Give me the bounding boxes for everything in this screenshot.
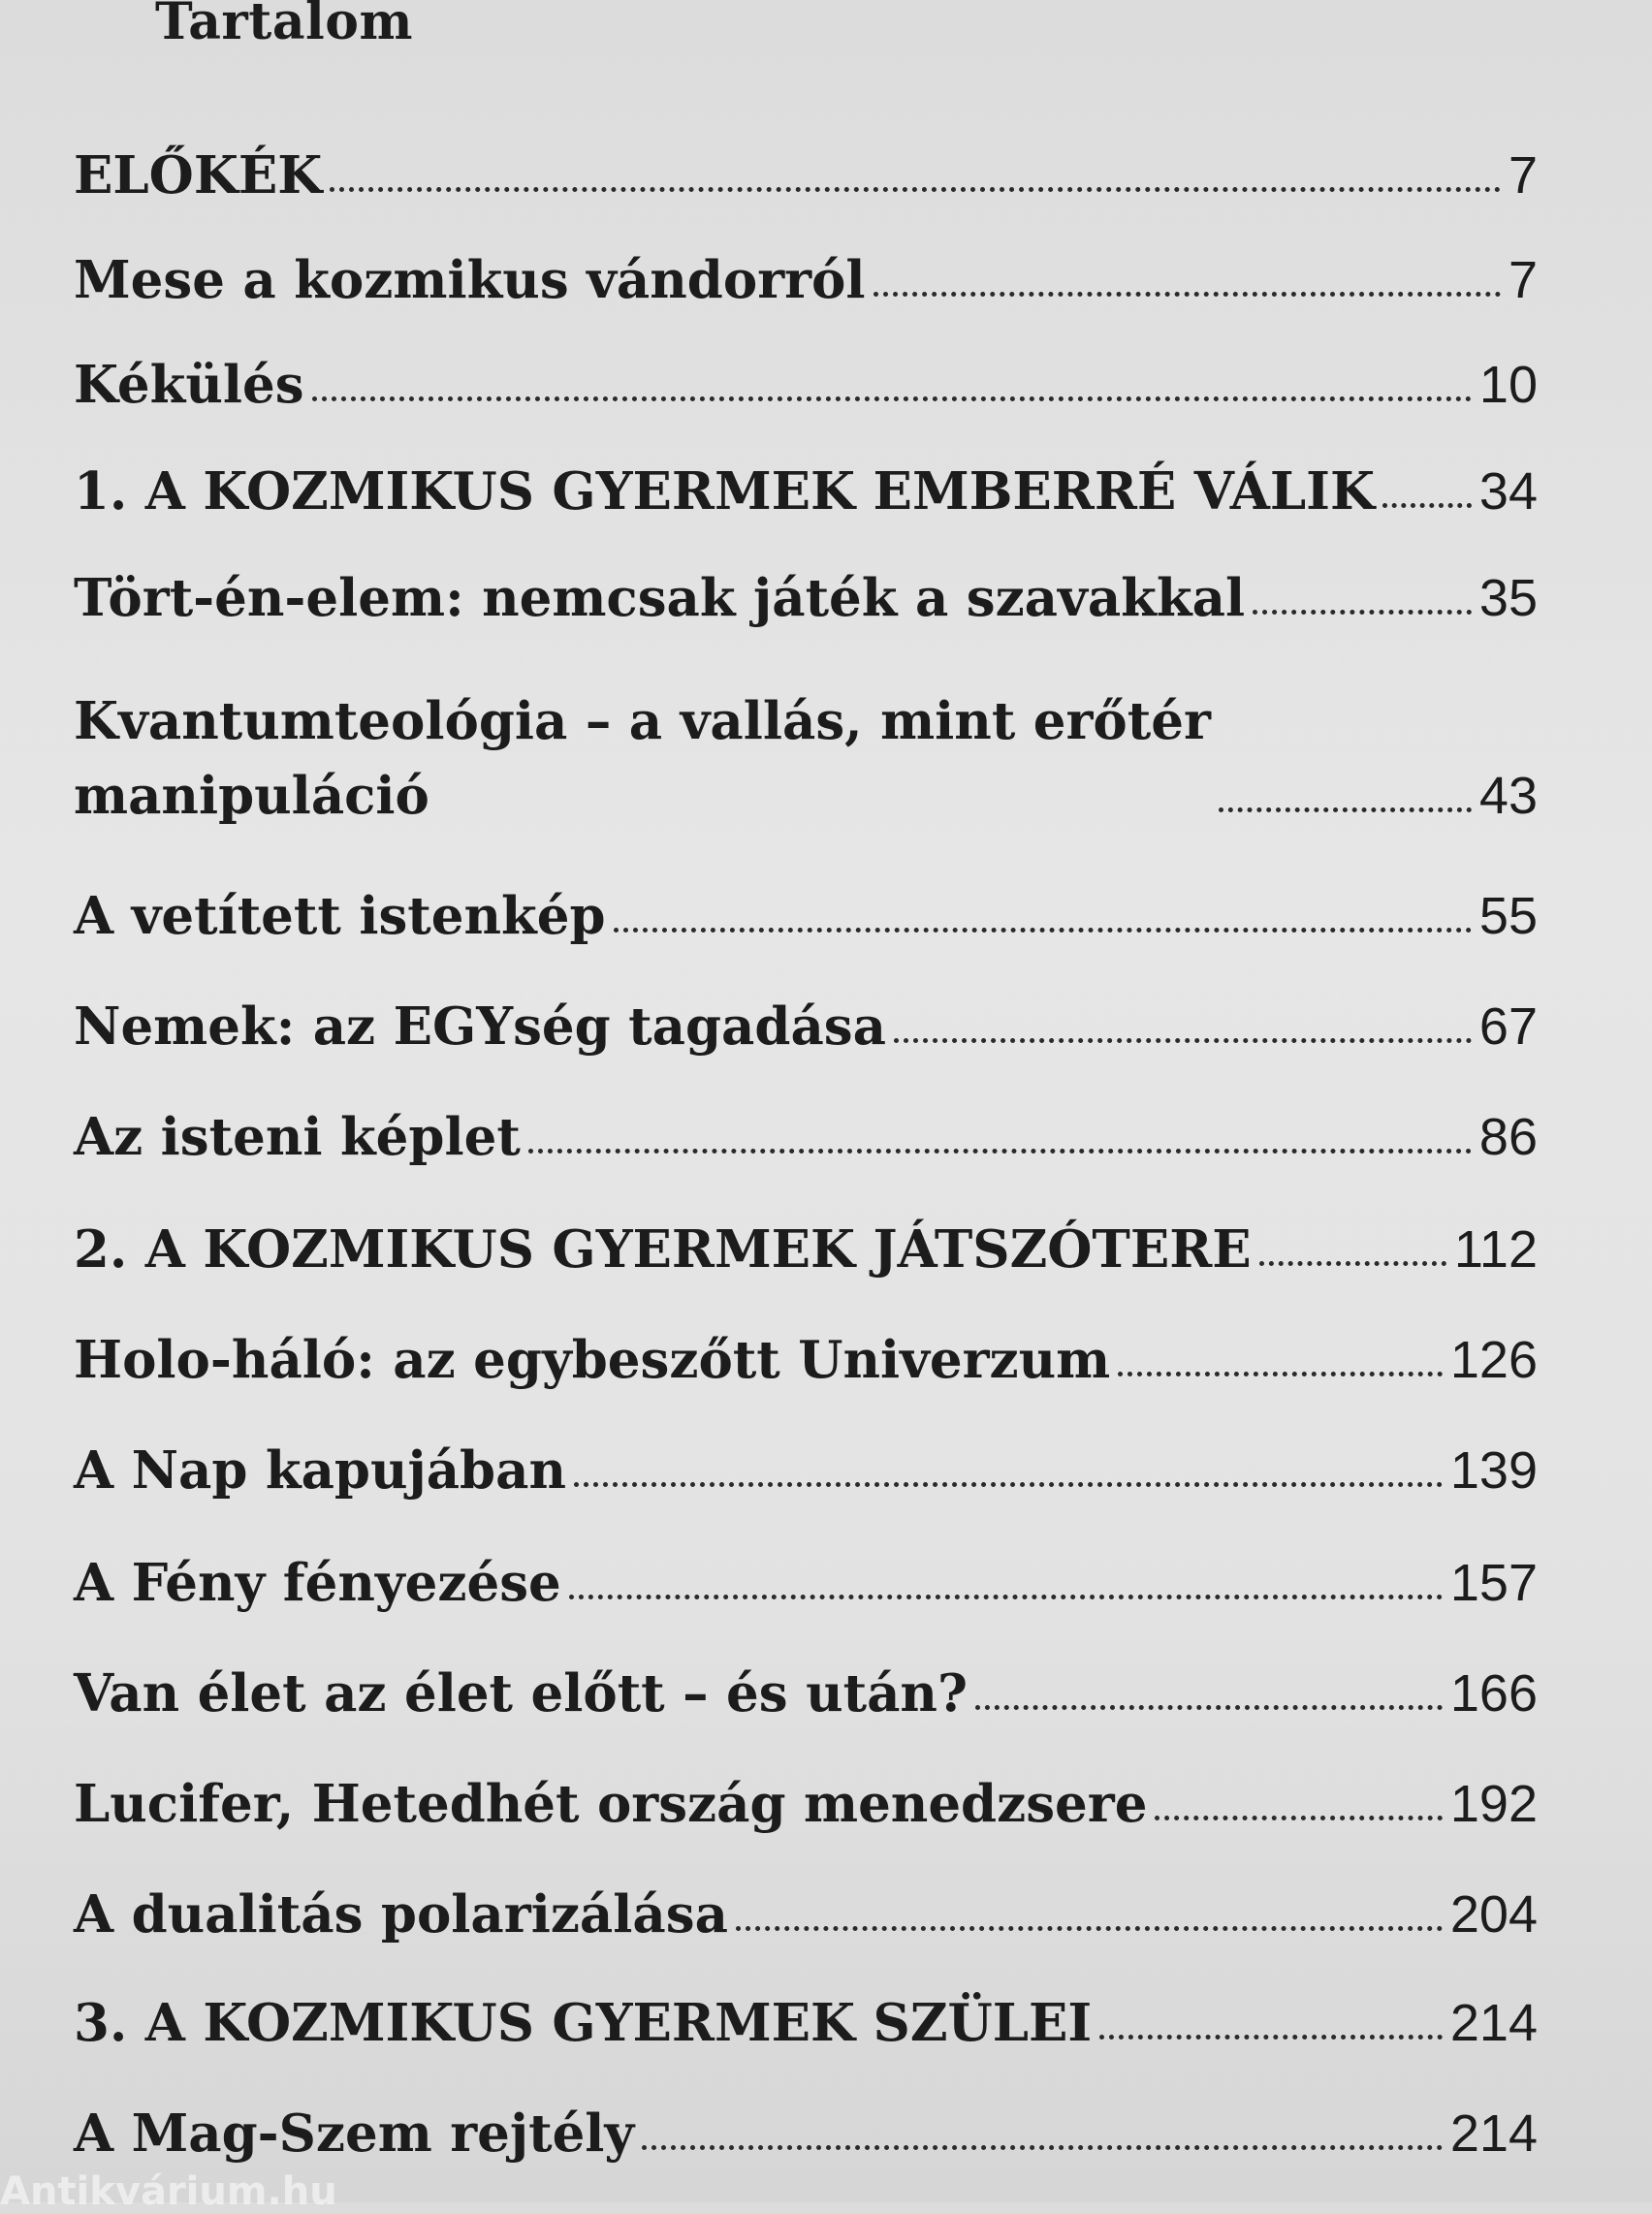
dot-leader (874, 292, 1501, 297)
toc-entry-title: A Mag-Szem rejtély (74, 2103, 635, 2165)
watermark: Antikvárium.hu (0, 2169, 337, 2214)
toc-entry-page: 7 (1508, 146, 1538, 206)
toc-entry-page: 126 (1449, 1331, 1538, 1390)
toc-entry-page: 139 (1449, 1441, 1538, 1501)
toc-entry (74, 867, 1538, 947)
toc-entry (74, 442, 1538, 520)
dot-leader (1259, 1261, 1446, 1266)
dot-leader (1099, 2035, 1443, 2040)
toc-entry-page: 112 (1453, 1220, 1538, 1280)
toc-entry (74, 126, 1538, 204)
toc-entry-title-line2: manipuláció (74, 766, 429, 827)
toc-entry (74, 231, 1538, 311)
dot-leader (574, 1482, 1443, 1487)
toc-entry-page: 55 (1478, 887, 1538, 946)
toc-entry (74, 335, 1538, 416)
toc-entry (74, 1088, 1538, 1168)
toc-entry (74, 549, 1538, 629)
dot-leader (894, 1038, 1472, 1043)
toc-entry-title: Lucifer, Hetedhét ország menedzsere (74, 1774, 1148, 1835)
toc-entry-page: 35 (1478, 569, 1538, 628)
toc-entry (74, 1311, 1538, 1391)
dot-leader (312, 396, 1472, 401)
toc-entry-page: 166 (1449, 1664, 1538, 1724)
toc-entry (74, 1534, 1538, 1614)
toc-entry-title: Kékülés (74, 355, 304, 416)
toc-entry-page: 7 (1508, 251, 1538, 310)
dot-leader (569, 1595, 1443, 1599)
dot-leader (1118, 1372, 1443, 1376)
toc-entry-title: Tört-én-elem: nemcsak játék a szavakkal (74, 568, 1246, 629)
toc-entry (74, 1421, 1538, 1502)
toc-entry-page: 34 (1478, 462, 1538, 522)
toc-entry-title: Mese a kozmikus vándorról (74, 250, 866, 311)
dot-leader (642, 2145, 1443, 2150)
dot-leader (614, 928, 1472, 933)
toc-entry-page: 10 (1478, 356, 1538, 415)
toc-entry-title: A vetített istenkép (74, 886, 606, 947)
toc-entry-page: 67 (1478, 997, 1538, 1057)
toc-entry-title-line1: Kvantumteológia – a vallás, mint erőtér (74, 690, 1211, 751)
toc-entry (74, 1644, 1538, 1722)
dot-leader (975, 1705, 1443, 1710)
toc-entry-page: 204 (1449, 1885, 1538, 1945)
toc-entry-title: Van élet az élet előtt – és után? (74, 1663, 969, 1724)
dot-leader (1382, 503, 1472, 508)
dot-leader (1219, 807, 1472, 812)
toc-entry (74, 1865, 1538, 1943)
toc-entry-title: 2. A KOZMIKUS GYERMEK JÁTSZÓTERE (74, 1219, 1252, 1281)
toc-entry-title: A dualitás polarizálása (74, 1884, 728, 1945)
toc-entry (74, 977, 1538, 1058)
page-title: Tartalom (155, 0, 413, 51)
toc-entry-page: 192 (1449, 1775, 1538, 1834)
toc-entry-title: Nemek: az EGYség tagadása (74, 996, 886, 1058)
toc-entry-page: 214 (1449, 2104, 1538, 2164)
toc-entry-page: 86 (1478, 1108, 1538, 1167)
toc-entry-title: Az isteni képlet (74, 1107, 521, 1168)
dot-leader (528, 1149, 1472, 1154)
dot-leader (330, 187, 1501, 192)
toc-entry (74, 1200, 1538, 1281)
toc-entry-title: 3. A KOZMIKUS GYERMEK SZÜLEI (74, 1993, 1093, 2054)
dot-leader (1253, 610, 1472, 615)
toc-entry-page: 214 (1449, 1994, 1538, 2053)
toc-entry-page: 43 (1478, 767, 1538, 826)
toc-entry-title: 1. A KOZMIKUS GYERMEK EMBERRÉ VÁLIK (74, 461, 1376, 522)
toc-entry-title: A Nap kapujában (74, 1440, 566, 1502)
toc-entry (74, 1755, 1538, 1835)
toc-entry (74, 679, 1538, 827)
toc-entry (74, 1974, 1538, 2054)
toc-entry-page: 157 (1449, 1554, 1538, 1613)
toc-entry (74, 2084, 1538, 2165)
toc-entry-title (74, 690, 1211, 827)
dot-leader (736, 1926, 1443, 1931)
dot-leader (1155, 1816, 1442, 1820)
toc-entry-title: Holo-háló: az egybeszőtt Univerzum (74, 1330, 1111, 1391)
toc-entry-title: A Fény fényezése (74, 1553, 561, 1614)
toc-entry-title: ELŐKÉK (74, 145, 323, 206)
